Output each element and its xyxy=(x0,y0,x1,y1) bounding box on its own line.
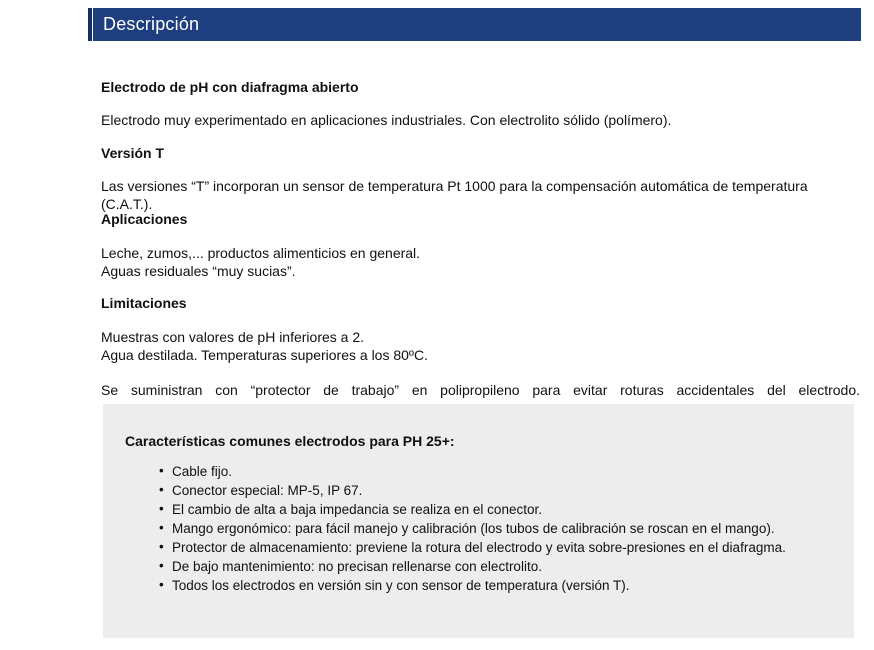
section-heading-limitaciones: Limitaciones xyxy=(101,295,187,311)
bullet-icon: • xyxy=(159,463,164,478)
paragraph-aplicaciones-line1: Leche, zumos,... productos alimenticios en general. xyxy=(101,245,421,261)
list-item-text: El cambio de alta a baja impedancia se realiza en el conector. xyxy=(172,502,542,517)
bullet-icon: • xyxy=(159,539,164,554)
list-item-text: Todos los electrodos en versión sin y con sensor de temperatura (versión T). xyxy=(172,578,630,593)
paragraph-electrodo: Electrodo muy experimentado en aplicaciones industriales. Con electrolito sólido (polímero). xyxy=(101,112,672,128)
list-item-text: Conector especial: MP-5, IP 67. xyxy=(172,483,363,498)
list-item xyxy=(159,576,834,595)
section-heading-electrodo: Electrodo de pH con diafragma abierto xyxy=(101,79,359,95)
bullet-icon: • xyxy=(159,577,164,592)
features-box xyxy=(103,404,854,638)
paragraph-limitaciones-line2: Agua destilada. Temperaturas superiores a los 80ºC. xyxy=(101,347,429,363)
bullet-icon: • xyxy=(159,520,164,535)
list-item xyxy=(159,538,834,557)
paragraph-limitaciones-line1: Muestras con valores de pH inferiores a 2. xyxy=(101,329,365,345)
bullet-icon: • xyxy=(159,482,164,497)
features-list xyxy=(159,462,834,595)
paragraph-aplicaciones-line2: Aguas residuales “muy sucias”. xyxy=(101,263,296,279)
list-item-text: Mango ergonómico: para fácil manejo y calibración (los tubos de calibración se roscan en el mango). xyxy=(172,521,775,536)
list-item xyxy=(159,462,834,481)
bullet-icon: • xyxy=(159,501,164,516)
list-item xyxy=(159,481,834,500)
list-item xyxy=(159,557,834,576)
section-heading-aplicaciones: Aplicaciones xyxy=(101,211,188,227)
note-paragraph: Se suministran con “protector de trabajo” en polipropileno para evitar roturas accidentales del electrodo. xyxy=(101,382,860,398)
list-item xyxy=(159,500,834,519)
title-bar-accent xyxy=(88,8,92,41)
list-item-text: Protector de almacenamiento: previene la rotura del electrodo y evita sobre-presiones en el diafragma. xyxy=(172,540,786,555)
paragraph-version-t: Las versiones “T” incorporan un sensor de temperatura Pt 1000 para la compensación automática de temperatura (C.A.T.). xyxy=(101,178,808,212)
title-bar xyxy=(93,8,861,41)
list-item xyxy=(159,519,834,538)
list-item-text: Cable fijo. xyxy=(172,464,233,479)
page-title: Descripción xyxy=(103,14,200,34)
list-item-text: De bajo mantenimiento: no precisan rellenarse con electrolito. xyxy=(172,559,542,574)
section-heading-version-t: Versión T xyxy=(101,145,165,161)
features-heading: Características comunes electrodos para PH 25+: xyxy=(125,433,455,449)
bullet-icon: • xyxy=(159,558,164,573)
